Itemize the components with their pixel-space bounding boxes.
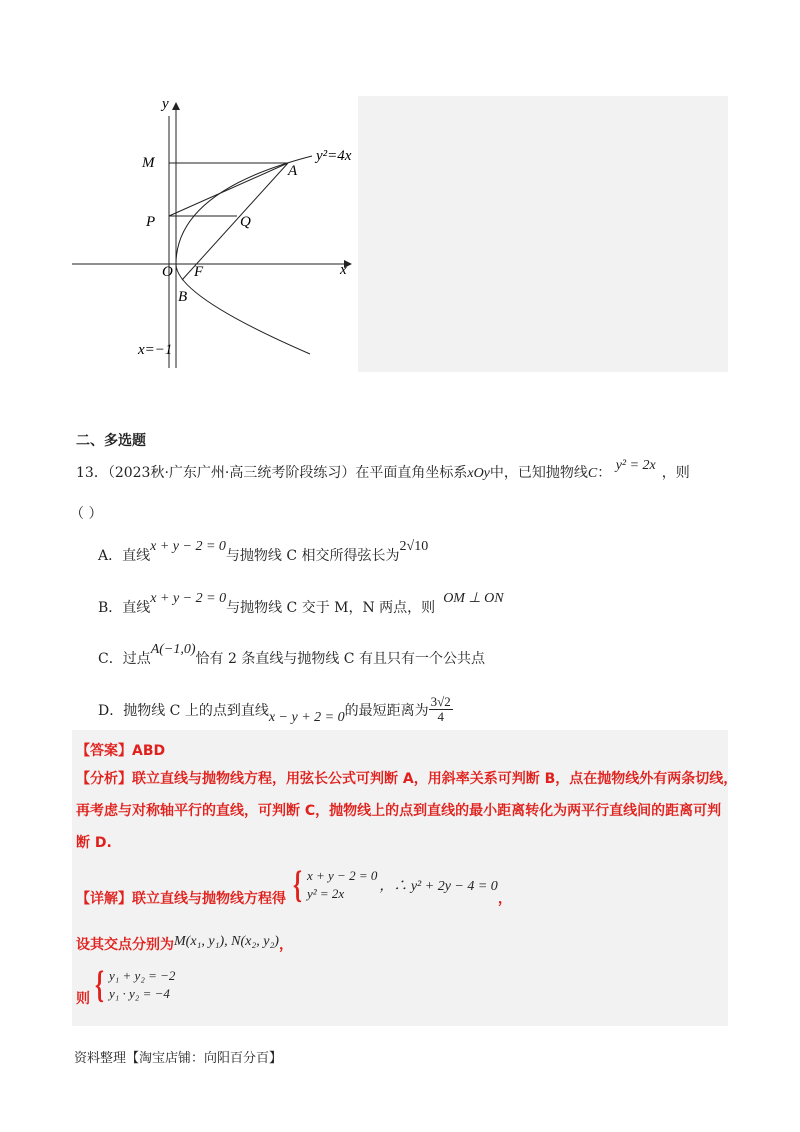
detail-system <box>290 864 378 906</box>
label-F: F <box>194 264 204 280</box>
option-b-value: OM ⊥ ON <box>443 591 504 606</box>
label-B: B <box>178 289 188 305</box>
option-d-text: 的最短距离为 <box>344 702 429 719</box>
option-d-frac-den: 4 <box>437 709 444 724</box>
option-c-text: 恰有 2 条直线与抛物线 C 有且只有一个公共点 <box>195 651 485 667</box>
stem-colon: ： <box>597 465 612 481</box>
label-O: O <box>162 264 173 280</box>
parabola-diagram <box>72 96 358 372</box>
stem-text-b: 中，已知抛物线 <box>489 465 588 481</box>
analysis-line-1 <box>76 768 737 788</box>
then-sys-eq1: y₁ + y₂ = −2 <box>108 968 176 983</box>
detail-label: 【详解】联立直线与抛物线方程得 <box>76 891 286 907</box>
option-a-eq: x + y − 2 = 0 <box>150 539 226 554</box>
analysis-label: 【分析】 <box>76 771 132 787</box>
intersect-line <box>76 934 293 954</box>
option-b-label: B．直线 <box>98 600 151 616</box>
intersect-eq: M(x₁, y₁), N(x₂, y₂) <box>174 934 279 949</box>
intersect-comma: ， <box>278 937 293 953</box>
stem-curve-name: C <box>587 466 598 481</box>
option-d <box>98 695 453 724</box>
option-a-label: A．直线 <box>98 548 151 564</box>
option-a <box>98 539 429 565</box>
intersect-text: 设其交点分别为 <box>76 937 174 953</box>
detail-sys-eq2: y² = 2x <box>306 886 345 901</box>
label-x: x <box>340 262 347 278</box>
question-number: 13． <box>76 465 108 481</box>
detail-comma: ， <box>497 891 512 907</box>
detail-line <box>76 862 512 908</box>
stem-end: ，则 <box>661 465 690 481</box>
label-curve: y²=4x <box>316 148 352 164</box>
option-d-eq: x − y + 2 = 0 <box>268 709 345 725</box>
detail-sys-eq1: x + y − 2 = 0 <box>306 868 378 883</box>
option-c-eq: A(−1,0) <box>150 642 196 657</box>
label-y: y <box>162 96 169 112</box>
analysis-line-2: 再考虑与对称轴平行的直线，可判断 C，抛物线上的点到直线的最小距离转化为两平行直线间的距离可判 <box>76 803 722 819</box>
label-directrix: x=−1 <box>138 342 173 358</box>
option-a-text: 与抛物线 C 相交所得弦长为 <box>225 548 400 564</box>
question-stem <box>76 458 690 482</box>
analysis-text-1: 联立直线与抛物线方程，用弦长公式可判断 A，用斜率关系可判断 B，点在抛物线外有两条切线， <box>132 771 738 787</box>
stem-equation: y² = 2x <box>615 458 656 473</box>
footer-text: 资料整理【淘宝店铺：向阳百分百】 <box>74 1051 283 1066</box>
then-brace: { <box>94 964 104 1006</box>
answer-paren: （ ） <box>70 506 103 522</box>
detail-result: ，∴ y² + 2y − 4 = 0 <box>379 879 498 894</box>
label-M: M <box>142 155 155 171</box>
option-d-label: D．抛物线 C 上的点到直线 <box>98 702 269 719</box>
then-system <box>92 964 176 1006</box>
option-c <box>98 642 485 668</box>
section-title: 二、多选题 <box>76 433 146 449</box>
line-PA <box>169 163 288 216</box>
stem-text-a: 在平面直角坐标系 <box>355 465 468 481</box>
answer-label: 【答案】ABD <box>76 743 166 759</box>
label-P: P <box>146 214 156 230</box>
y-axis-arrow <box>172 102 180 110</box>
analysis-line-3: 断 D. <box>76 835 112 851</box>
then-sys-eq2: y₁ · y₂ = −4 <box>108 986 170 1001</box>
option-a-value: 2√10 <box>399 539 429 554</box>
option-d-frac-num: 3√2 <box>430 694 451 709</box>
detail-brace: { <box>292 864 302 906</box>
parabola-curve <box>176 156 312 354</box>
line-AB <box>182 163 288 280</box>
parabola-figure <box>72 96 358 372</box>
then-line <box>76 962 175 1008</box>
stem-coord-system: xOy <box>467 466 490 481</box>
option-b <box>98 591 504 617</box>
option-d-fraction <box>429 695 453 724</box>
option-c-label: C．过点 <box>98 651 151 667</box>
option-b-eq: x + y − 2 = 0 <box>150 591 227 606</box>
then-label: 则 <box>76 991 90 1007</box>
question-source: （2023秋·广东广州·高三统考阶段练习） <box>107 465 356 481</box>
option-b-text: 与抛物线 C 交于 M，N 两点，则 <box>226 600 436 616</box>
label-A: A <box>288 163 298 179</box>
label-Q: Q <box>240 214 251 230</box>
